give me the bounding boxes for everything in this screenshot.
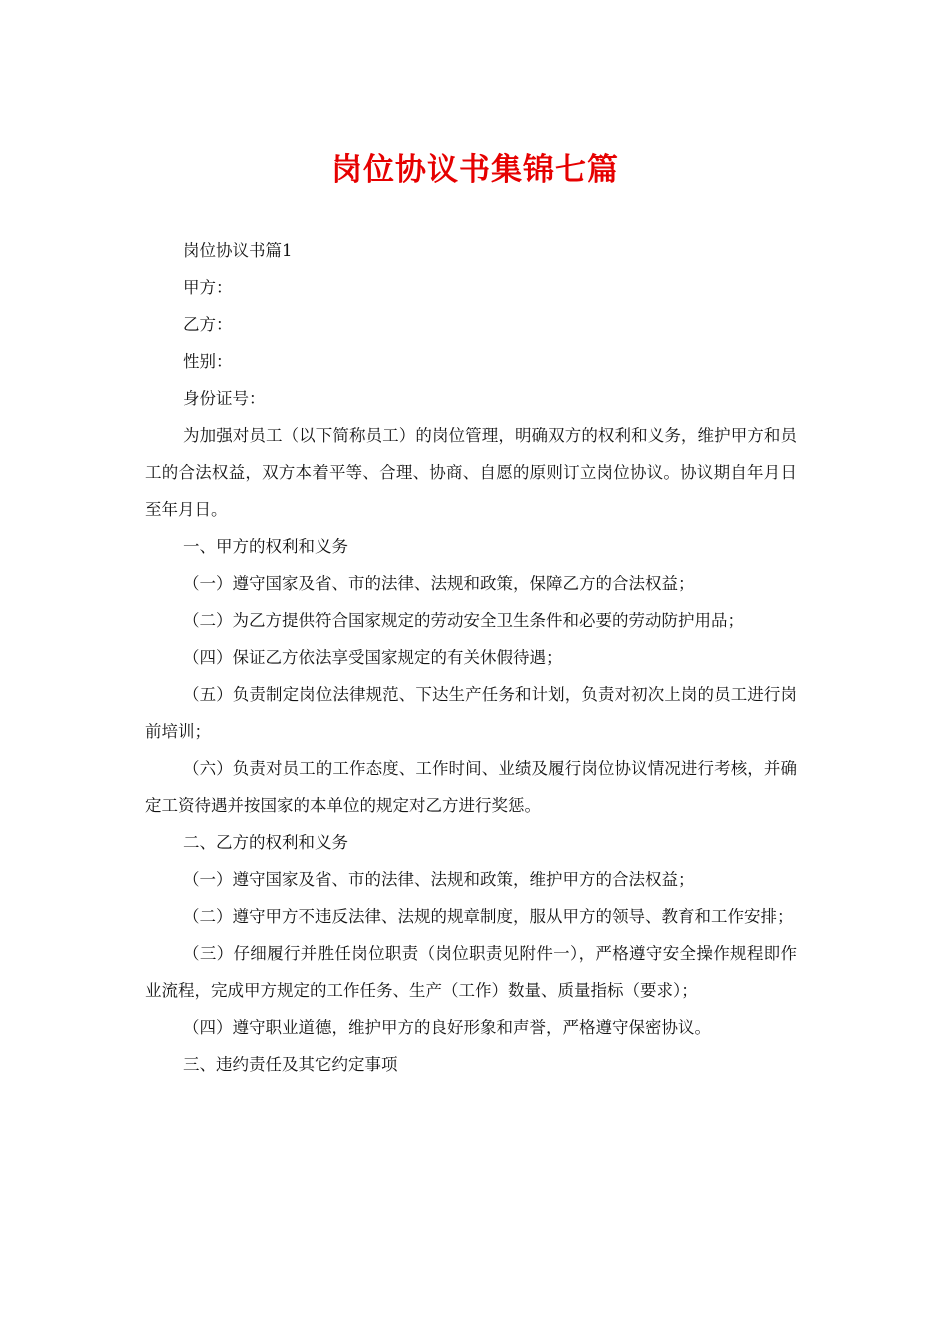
field-party-b: 乙方： — [183, 315, 233, 334]
paragraph: （四）保证乙方依法享受国家规定的有关休假待遇； — [183, 648, 563, 667]
paragraph: （四）遵守职业道德，维护甲方的良好形象和声誉，严格遵守保密协议。 — [183, 1018, 711, 1037]
document-title: 岗位协议书集锦七篇 — [331, 152, 619, 188]
clause-heading: 二、乙方的权利和义务 — [183, 833, 348, 852]
clause-heading: 三、违约责任及其它约定事项 — [183, 1055, 398, 1074]
paragraph: （二）为乙方提供符合国家规定的劳动安全卫生条件和必要的劳动防护用品； — [183, 611, 744, 630]
document-body — [145, 232, 797, 1083]
paragraph: 为加强对员工（以下简称员工）的岗位管理，明确双方的权利和义务，维护甲方和员工的合法权益，双方本着平等、合理、协商、自愿的原则订立岗位协议。协议期自年月日至年月日。 — [145, 426, 797, 519]
paragraph: （一）遵守国家及省、市的法律、法规和政策，维护甲方的合法权益； — [183, 870, 695, 889]
field-id-number: 身份证号： — [183, 389, 266, 408]
field-gender: 性别： — [183, 352, 233, 371]
field-party-a: 甲方： — [183, 278, 233, 297]
paragraph: （一）遵守国家及省、市的法律、法规和政策，保障乙方的合法权益； — [183, 574, 695, 593]
paragraph: （三）仔细履行并胜任岗位职责（岗位职责见附件一），严格遵守安全操作规程即作业流程，完成甲方规定的工作任务、生产（工作）数量、质量指标（要求）； — [145, 944, 797, 1000]
paragraph: （六）负责对员工的工作态度、工作时间、业绩及履行岗位协议情况进行考核，并确定工资待遇并按国家的本单位的规定对乙方进行奖惩。 — [145, 759, 797, 815]
clause-heading: 一、甲方的权利和义务 — [183, 537, 348, 556]
section-heading: 岗位协议书篇1 — [183, 241, 293, 260]
paragraph: （二）遵守甲方不违反法律、法规的规章制度，服从甲方的领导、教育和工作安排； — [183, 907, 794, 926]
paragraph: （五）负责制定岗位法律规范、下达生产任务和计划，负责对初次上岗的员工进行岗前培训； — [145, 685, 797, 741]
